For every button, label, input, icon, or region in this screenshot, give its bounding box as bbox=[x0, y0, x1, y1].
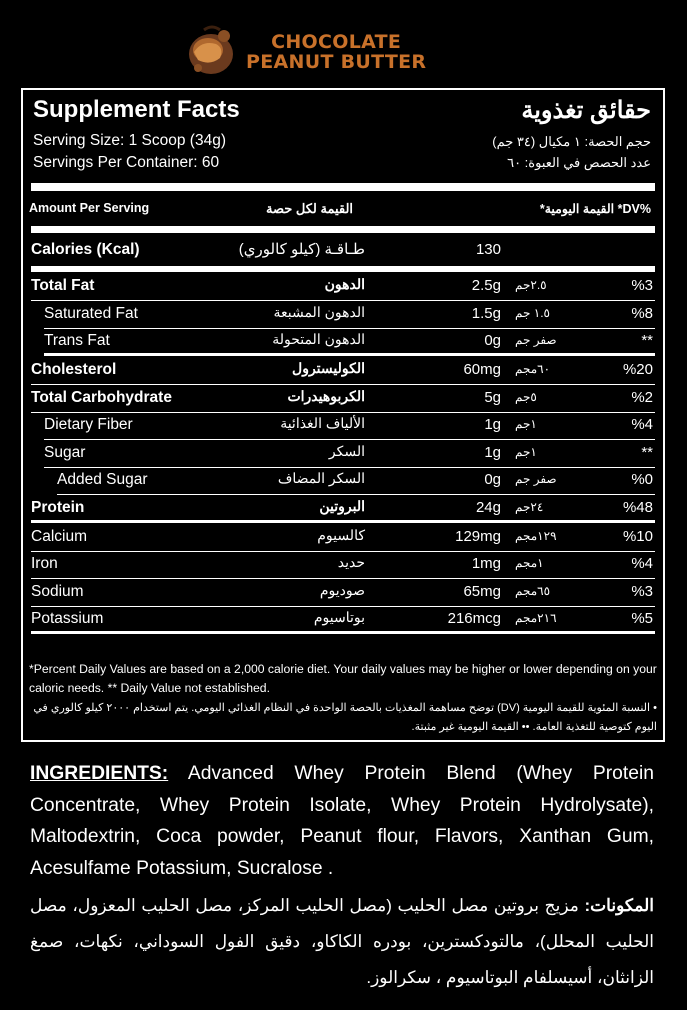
nutrient-daily-value: %5 bbox=[631, 610, 653, 627]
nutrient-name: Sugar bbox=[44, 443, 86, 461]
nutrient-name: Total Carbohydrate bbox=[31, 388, 172, 406]
nutrient-daily-value: %3 bbox=[631, 582, 653, 600]
nutrient-name-arabic: الدهون bbox=[324, 276, 365, 292]
daily-value-header: %DV* القيمة اليومية* bbox=[539, 202, 651, 216]
ingredients-label-arabic: المكونات: bbox=[584, 896, 654, 915]
peanut-butter-cup-icon bbox=[184, 22, 242, 80]
nutrient-daily-value: %2 bbox=[631, 388, 653, 406]
thick-divider bbox=[31, 183, 655, 191]
nutrient-amount-arabic: ٢١٦مجم bbox=[515, 611, 557, 625]
nutrient-name: Total Fat bbox=[31, 277, 95, 294]
nutrient-daily-value: %48 bbox=[622, 498, 653, 516]
nutrient-amount-arabic: ٦٠مجم bbox=[515, 362, 551, 376]
nutrient-name-arabic: الألياف الغذائية bbox=[280, 415, 365, 431]
nutrient-amount-arabic: ١جم bbox=[515, 417, 537, 431]
nutrient-amount-arabic: ١.٥ جم bbox=[515, 305, 550, 320]
nutrient-name: Dietary Fiber bbox=[44, 416, 133, 433]
nutrient-amount: 129mg bbox=[455, 527, 501, 545]
ingredients-text-arabic: مزيج بروتين مصل الحليب (مصل الحليب المركز، مصل الحليب المعزول، مصل الحليب المحلل)، مالتودكسترين، بودره الكاكاو، دقيق الفول السوداني، نكهات، صمغ الزانثان، أسيسلفام البوتاسيوم ، سكرالوز. bbox=[30, 896, 654, 987]
nutrient-amount: 24g bbox=[475, 498, 501, 516]
nutrient-daily-value: %4 bbox=[631, 416, 653, 433]
nutrient-amount: 216mcg bbox=[447, 610, 501, 627]
nutrient-name-arabic: الكربوهيدرات bbox=[287, 387, 365, 404]
nutrient-name-arabic: الكوليسترول bbox=[292, 360, 365, 376]
nutrient-amount-arabic: ٢٤جم bbox=[515, 499, 544, 514]
nutrient-amount: 60mg bbox=[463, 361, 501, 378]
nutrient-amount: 0g bbox=[484, 471, 501, 488]
footnote-english: *Percent Daily Values are based on a 2,000 calorie diet. Your daily values may be higher or lower depending on your caloric needs. ** Daily Value not established. bbox=[29, 662, 657, 695]
row-divider bbox=[31, 520, 655, 523]
nutrient-amount-arabic: ٥جم bbox=[515, 389, 537, 404]
flavor-line-1: CHOCOLATE bbox=[271, 31, 402, 53]
nutrient-row bbox=[31, 302, 655, 329]
nutrient-name: Trans Fat bbox=[44, 332, 110, 349]
nutrient-name: Iron bbox=[31, 555, 58, 572]
nutrient-daily-value: %0 bbox=[631, 471, 653, 488]
row-divider bbox=[31, 631, 655, 634]
nutrient-amount: 1g bbox=[484, 416, 501, 433]
servings-per-container-english: Servings Per Container: 60 bbox=[33, 154, 220, 171]
nutrient-amount: 2.5g bbox=[471, 277, 501, 294]
calories-row bbox=[31, 238, 655, 265]
amount-per-serving-header-arabic: القيمة لكل حصة bbox=[266, 201, 354, 216]
nutrient-name: Calcium bbox=[31, 527, 87, 545]
nutrient-daily-value: %10 bbox=[622, 527, 653, 545]
nutrient-amount: 0g bbox=[484, 332, 501, 349]
nutrient-name: Added Sugar bbox=[57, 471, 148, 488]
title-english: Supplement Facts bbox=[33, 96, 240, 123]
servings-per-container-arabic: عدد الحصص في العبوة: ٦٠ bbox=[507, 155, 651, 170]
ingredients-english bbox=[30, 758, 654, 884]
serving-size-english: Serving Size: 1 Scoop (34g) bbox=[33, 132, 226, 149]
nutrient-row bbox=[31, 607, 655, 634]
thick-divider bbox=[31, 226, 655, 233]
ingredients-text: Advanced Whey Protein Blend (Whey Protein Concentrate, Whey Protein Isolate, Whey Protein Hydrolysate), Maltodextrin, Coca powder, Peanut flour, Flavors, Xanthan Gum, Acesulfame Potassium, Sucralose . bbox=[30, 763, 654, 879]
brand-logo bbox=[184, 22, 454, 80]
nutrient-amount-arabic: ١٢٩مجم bbox=[515, 528, 557, 543]
nutrient-daily-value: %3 bbox=[631, 277, 653, 294]
nutrient-name-arabic: الدهون المتحولة bbox=[272, 331, 365, 347]
nutrient-amount-arabic: ١مجم bbox=[515, 556, 544, 570]
nutrient-daily-value: %8 bbox=[631, 304, 653, 322]
flavor-line-2: PEANUT BUTTER bbox=[246, 51, 427, 73]
nutrient-amount: 65mg bbox=[463, 582, 501, 600]
calories-value: 130 bbox=[475, 241, 501, 258]
nutrition-facts-panel bbox=[21, 88, 665, 742]
nutrient-row bbox=[31, 329, 655, 356]
thick-divider bbox=[31, 266, 655, 272]
nutrient-name: Potassium bbox=[31, 610, 104, 627]
nutrient-row bbox=[31, 413, 655, 440]
nutrient-amount: 1mg bbox=[471, 555, 501, 572]
amount-per-serving-header: Amount Per Serving bbox=[29, 201, 150, 215]
nutrient-name-arabic: الدهون المشبعة bbox=[273, 303, 365, 320]
nutrient-row bbox=[31, 552, 655, 579]
nutrient-name-arabic: البروتين bbox=[319, 497, 365, 514]
nutrient-daily-value: ** bbox=[641, 332, 653, 349]
nutrient-row bbox=[31, 386, 655, 413]
nutrient-amount-arabic: ٢.٥جم bbox=[515, 278, 547, 292]
ingredients-label: INGREDIENTS: bbox=[30, 763, 169, 784]
nutrient-daily-value: %20 bbox=[622, 361, 653, 378]
nutrient-name-arabic: حديد bbox=[337, 554, 365, 570]
serving-size-arabic: حجم الحصة: ١ مكيال (٣٤ جم) bbox=[492, 134, 651, 149]
title-arabic: حقائق تغذوية bbox=[521, 97, 651, 124]
nutrient-name-arabic: السكر المضاف bbox=[277, 470, 365, 486]
nutrient-row bbox=[31, 468, 655, 495]
nutrient-row bbox=[31, 496, 655, 523]
calories-label-arabic: طـاقـة (كيلو كالوري) bbox=[238, 241, 365, 258]
nutrient-row bbox=[31, 274, 655, 301]
flavor-name bbox=[246, 32, 426, 72]
nutrient-amount: 1.5g bbox=[471, 304, 501, 322]
nutrient-name-arabic: بوتاسيوم bbox=[313, 609, 365, 625]
nutrient-name: Sodium bbox=[31, 582, 84, 600]
nutrient-amount: 1g bbox=[484, 443, 501, 461]
nutrient-row bbox=[31, 525, 655, 552]
nutrient-name: Protein bbox=[31, 498, 85, 516]
nutrient-name-arabic: صوديوم bbox=[319, 581, 365, 598]
nutrient-daily-value: %4 bbox=[631, 555, 653, 572]
nutrient-amount-arabic: ١جم bbox=[515, 444, 537, 459]
nutrient-name: Saturated Fat bbox=[44, 304, 138, 322]
footnote-arabic: • النسبة المئوية للقيمة اليومية (DV) توضح مساهمة المغذيات بالحصة الواحدة في النظام الغذائي اليومي. يتم استخدام ٢٠٠٠ كيلو كالوري في اليوم كتوصية للتغذية العامة. •• القيمة اليومية غير مثبتة. bbox=[33, 702, 657, 733]
nutrient-name-arabic: السكر bbox=[328, 442, 365, 459]
calories-label: Calories (Kcal) bbox=[31, 241, 140, 258]
nutrient-amount-arabic: ٦٥مجم bbox=[515, 583, 551, 598]
nutrient-row bbox=[31, 441, 655, 468]
nutrient-name-arabic: كالسيوم bbox=[317, 526, 365, 543]
nutrient-row bbox=[31, 358, 655, 385]
nutrient-daily-value: ** bbox=[641, 443, 653, 461]
ingredients-arabic bbox=[30, 888, 654, 996]
nutrient-amount: 5g bbox=[484, 388, 501, 406]
row-divider bbox=[44, 353, 655, 356]
nutrient-name: Cholesterol bbox=[31, 361, 117, 378]
nutrient-amount-arabic: صفر جم bbox=[515, 333, 557, 347]
nutrient-amount-arabic: صفر جم bbox=[515, 472, 557, 486]
nutrient-row bbox=[31, 580, 655, 607]
